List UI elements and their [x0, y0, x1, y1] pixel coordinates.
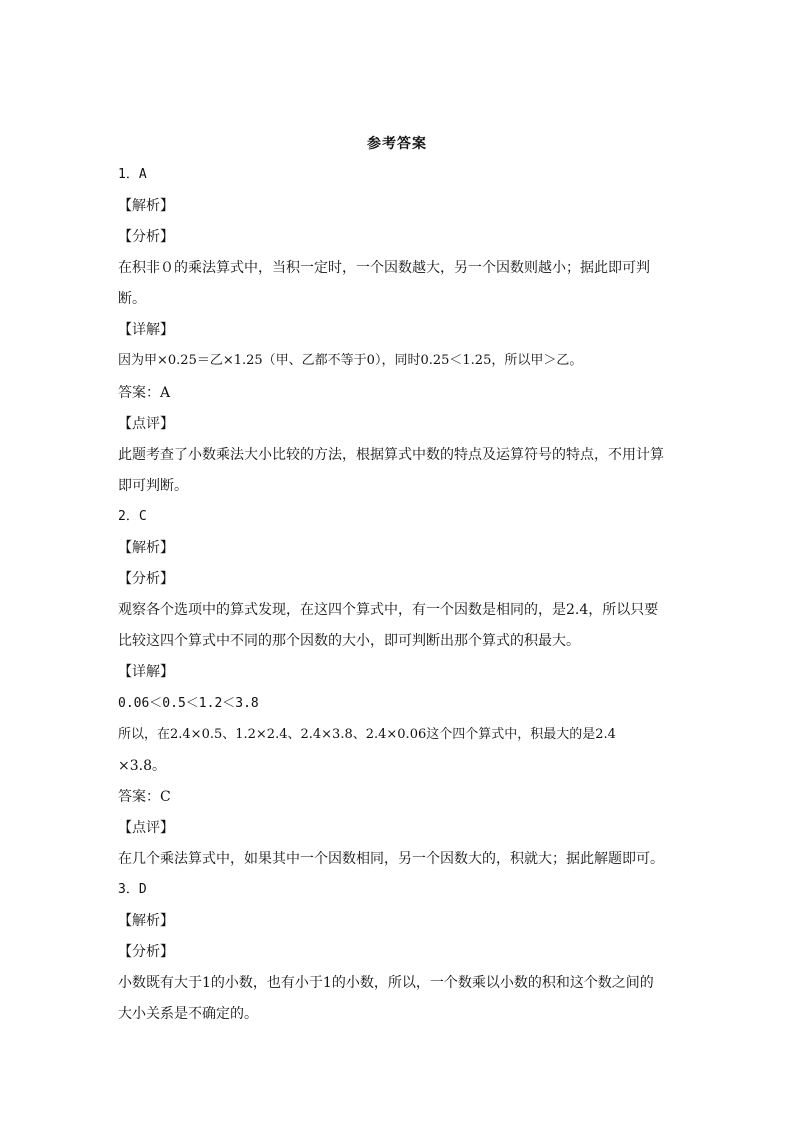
detail-text: 所以，在2.4×0.5、1.2×2.4、2.4×3.8、2.4×0.06这个四个算式中，积最大的是2.4 — [118, 727, 616, 742]
section-heading-fenxi: 【分析】 — [118, 571, 174, 587]
analysis-text: 观察各个选项中的算式发现，在这四个算式中，有一个因数是相同的，是2.4，所以只要 — [118, 602, 659, 618]
question-number: 1．A — [118, 167, 147, 182]
section-heading-dianping: 【点评】 — [118, 416, 174, 432]
analysis-text: 小数既有大于1的小数，也有小于1的小数，所以，一个数乘以小数的积和这个数之间的 — [118, 975, 654, 991]
analysis-text: 断。 — [118, 291, 146, 307]
comment-text: 在几个乘法算式中，如果其中一个因数相同，另一个因数大的，积就大；据此解题即可。 — [118, 851, 664, 867]
section-heading-jiexi: 【解析】 — [118, 540, 174, 556]
section-heading-jiexi: 【解析】 — [118, 913, 174, 929]
comment-text: 此题考查了小数乘法大小比较的方法，根据算式中数的特点及运算符号的特点，不用计算 — [118, 447, 664, 463]
section-heading-xiangjie: 【详解】 — [118, 664, 174, 680]
section-heading-jiexi: 【解析】 — [118, 198, 174, 214]
detail-text: ×3.8。 — [118, 758, 166, 774]
detail-text: 因为甲×0.25＝乙×1.25（甲、乙都不等于0），同时0.25＜1.25，所以甲＞乙。 — [118, 353, 583, 368]
section-heading-fenxi: 【分析】 — [118, 229, 174, 245]
analysis-text: 比较这四个算式中不同的那个因数的大小，即可判断出那个算式的积最大。 — [118, 633, 580, 649]
section-heading-xiangjie: 【详解】 — [118, 322, 174, 338]
detail-text: 0.06＜0.5＜1.2＜3.8 — [118, 696, 259, 711]
page-title: 参考答案 — [367, 136, 427, 152]
answer-line: 答案：A — [118, 385, 171, 401]
question-number: 2．C — [118, 509, 147, 524]
section-heading-dianping: 【点评】 — [118, 820, 174, 836]
analysis-text: 大小关系是不确定的。 — [118, 1006, 258, 1022]
section-heading-fenxi: 【分析】 — [118, 944, 174, 960]
analysis-text: 在积非０的乘法算式中，当积一定时，一个因数越大，另一个因数则越小；据此即可判 — [118, 260, 650, 276]
answer-line: 答案：C — [118, 789, 171, 805]
comment-text: 即可判断。 — [118, 478, 188, 494]
question-number: 3．D — [118, 882, 147, 897]
